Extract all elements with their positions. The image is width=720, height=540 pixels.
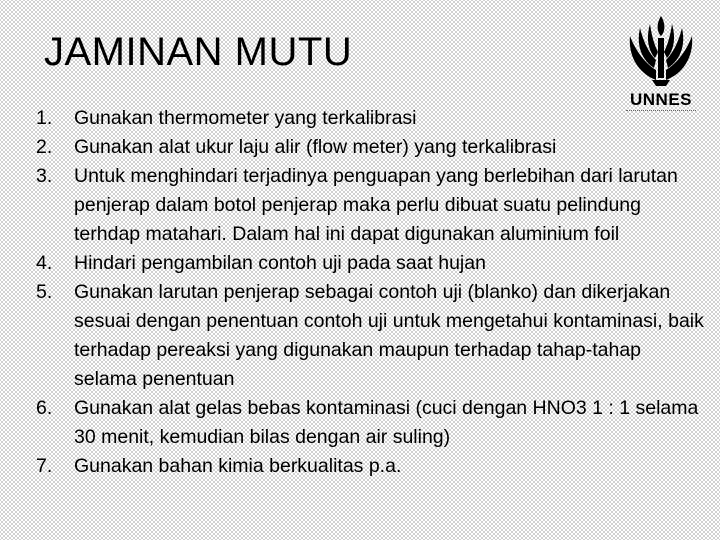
- list-item: [36, 104, 706, 133]
- list-item: [36, 162, 706, 249]
- unnes-logo-emblem-icon: [622, 14, 700, 90]
- list-item: [36, 452, 706, 481]
- list-item: [36, 278, 706, 394]
- item-text: Gunakan alat ukur laju alir (flow meter) yang terkalibrasi: [74, 136, 557, 158]
- unnes-logo: [622, 14, 700, 114]
- item-number: 1.: [36, 107, 53, 129]
- item-number: 7.: [36, 455, 53, 477]
- item-text: Gunakan larutan penjerap sebagai contoh uji (blanko) dan dikerjakan sesuai dengan penentuan contoh uji untuk mengetahui kontaminasi, baik terhadap pereaksi yang digunakan maupun terhadap tahap-tahap selama penentuan: [74, 281, 704, 390]
- item-text: Gunakan thermometer yang terkalibrasi: [74, 107, 417, 129]
- list-item: [36, 249, 706, 278]
- slide-title: JAMINAN MUTU: [44, 30, 353, 74]
- item-number: 6.: [36, 397, 53, 419]
- item-number: 2.: [36, 136, 53, 158]
- item-number: 3.: [36, 165, 53, 187]
- item-text: Hindari pengambilan contoh uji pada saat hujan: [74, 252, 486, 274]
- quality-assurance-list: [36, 104, 706, 481]
- list-item: [36, 394, 706, 452]
- logo-text: UNNES: [629, 90, 692, 109]
- item-number: 4.: [36, 252, 53, 274]
- item-number: 5.: [36, 281, 53, 303]
- item-text: Gunakan alat gelas bebas kontaminasi (cuci dengan HNO3 1 : 1 selama 30 menit, kemudian bilas dengan air suling): [74, 397, 699, 448]
- item-text: Gunakan bahan kimia berkualitas p.a.: [74, 455, 402, 477]
- list-item: [36, 133, 706, 162]
- item-text: Untuk menghindari terjadinya penguapan yang berlebihan dari larutan penjerap dalam botol penjerap maka perlu dibuat suatu pelindung terhdap matahari. Dalam hal ini dapat digunakan aluminium foil: [74, 165, 678, 245]
